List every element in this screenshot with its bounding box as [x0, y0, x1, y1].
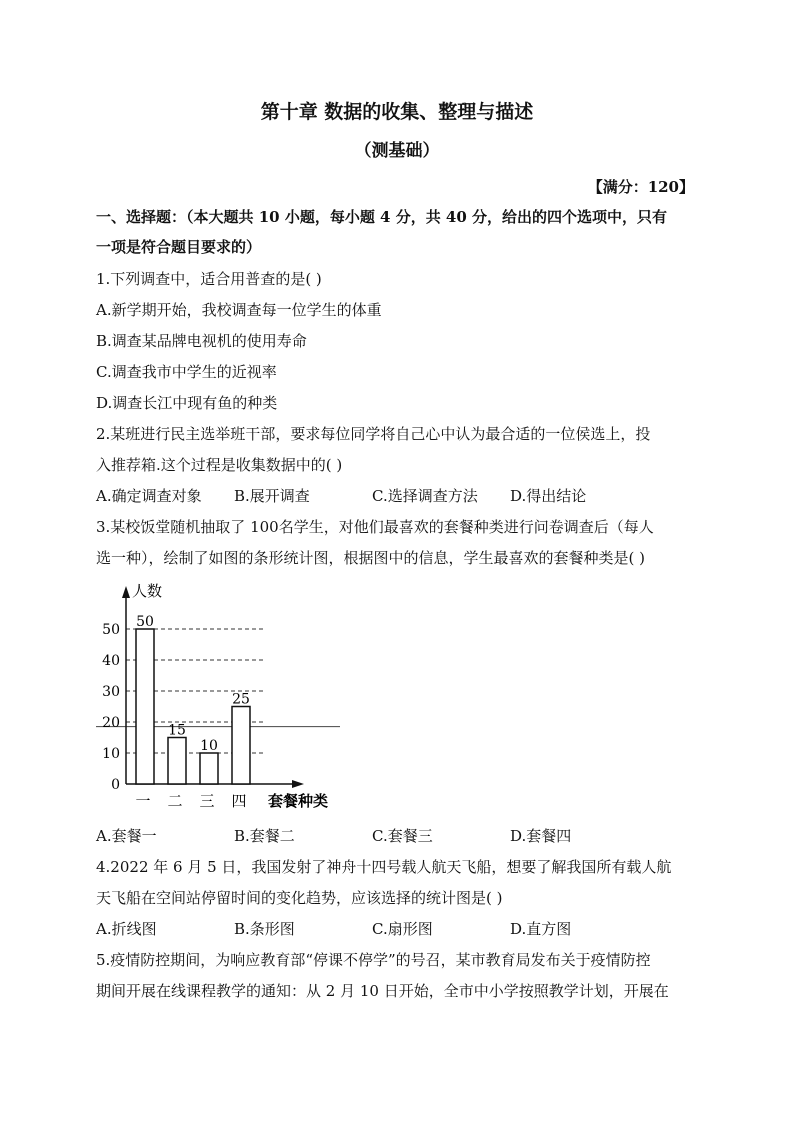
- page-subtitle: （测基础）: [354, 141, 440, 161]
- bar-2: [168, 738, 186, 785]
- q4-option-c: C.扇形图: [372, 920, 433, 938]
- q1-option-d: D.调查长江中现有鱼的种类: [96, 394, 278, 412]
- q5-stem-line2: 期间开展在线课程教学的通知：从 2 月 10 日开始，全市中小学按照教学计划，开展在: [96, 982, 669, 1000]
- bar-value-label-3: 10: [200, 738, 218, 754]
- q2-stem-line1: 2.某班进行民主选举班干部，要求每位同学将自己心中认为最合适的一位侯选上，投: [96, 425, 651, 443]
- q2-option-a: A.确定调查对象: [96, 487, 202, 505]
- y-axis-arrow: [122, 586, 130, 598]
- section-heading-line2: 一项是符合题目要求的）: [96, 238, 262, 256]
- bar-1: [136, 629, 154, 784]
- y-tick-label-30: 30: [102, 684, 120, 700]
- y-tick-label-50: 50: [102, 622, 120, 638]
- q1-option-c: C.调查我市中学生的近视率: [96, 363, 277, 381]
- q3-option-a: A.套餐一: [96, 827, 157, 845]
- q1-option-a: A.新学期开始，我校调查每一位学生的体重: [96, 301, 382, 319]
- q5-stem-line1: 5.疫情防控期间，为响应教育部“停课不停学”的号召，某市教育局发布关于疫情防控: [96, 951, 651, 969]
- y-axis-label: 人数: [132, 582, 163, 600]
- category-label-4: 四: [231, 792, 247, 810]
- y-tick-label-40: 40: [102, 653, 120, 669]
- q2-stem-line2: 入推荐箱.这个过程是收集数据中的( ): [96, 456, 343, 474]
- x-axis-label: 套餐种类: [268, 792, 329, 810]
- q4-option-d: D.直方图: [510, 920, 572, 938]
- bar-4: [232, 707, 250, 785]
- y-tick-label-10: 10: [102, 746, 120, 762]
- q4-stem-line2: 天飞船在空间站停留时间的变化趋势，应该选择的统计图是( ): [96, 889, 503, 907]
- q3-option-d: D.套餐四: [510, 827, 572, 845]
- bar-value-label-1: 50: [136, 614, 154, 630]
- full-score: 【满分：120】: [587, 178, 694, 196]
- bar-value-label-4: 25: [232, 691, 250, 708]
- q3-stem-line2: 选一种），绘制了如图的条形统计图，根据图中的信息，学生最喜欢的套餐种类是( ): [96, 549, 645, 567]
- category-label-3: 三: [199, 792, 215, 810]
- q2-option-d: D.得出结论: [510, 487, 587, 505]
- q4-option-a: A.折线图: [96, 920, 157, 938]
- bar-chart: [96, 580, 356, 815]
- category-label-2: 二: [167, 792, 183, 810]
- q1-option-b: B.调查某品牌电视机的使用寿命: [96, 332, 307, 350]
- page-title: 第十章 数据的收集、整理与描述: [260, 101, 534, 123]
- q4-stem-line1: 4.2022 年 6 月 5 日，我国发射了神舟十四号载人航天飞船，想要了解我国所有载人航: [96, 858, 672, 876]
- bar-value-label-2: 15: [168, 722, 186, 739]
- chart-layer: [96, 582, 340, 810]
- q2-option-b: B.展开调查: [234, 487, 310, 505]
- q4-option-b: B.条形图: [234, 920, 295, 938]
- x-axis-arrow: [292, 780, 304, 788]
- section-heading-line1: 一、选择题：（本大题共 10 小题，每小题 4 分，共 40 分，给出的四个选项中，只有: [96, 208, 668, 226]
- category-label-1: 一: [135, 792, 151, 810]
- q3-stem-line1: 3.某校饭堂随机抽取了 100名学生，对他们最喜欢的套餐种类进行问卷调查后（每人: [96, 518, 654, 536]
- q3-option-c: C.套餐三: [372, 827, 433, 845]
- y-tick-label-0: 0: [111, 777, 120, 793]
- q3-option-b: B.套餐二: [234, 827, 295, 845]
- q1-stem: 1.下列调查中，适合用普查的是( ): [96, 270, 322, 288]
- bar-3: [200, 753, 218, 784]
- q2-option-c: C.选择调查方法: [372, 487, 478, 505]
- y-tick-label-20: 20: [102, 715, 120, 731]
